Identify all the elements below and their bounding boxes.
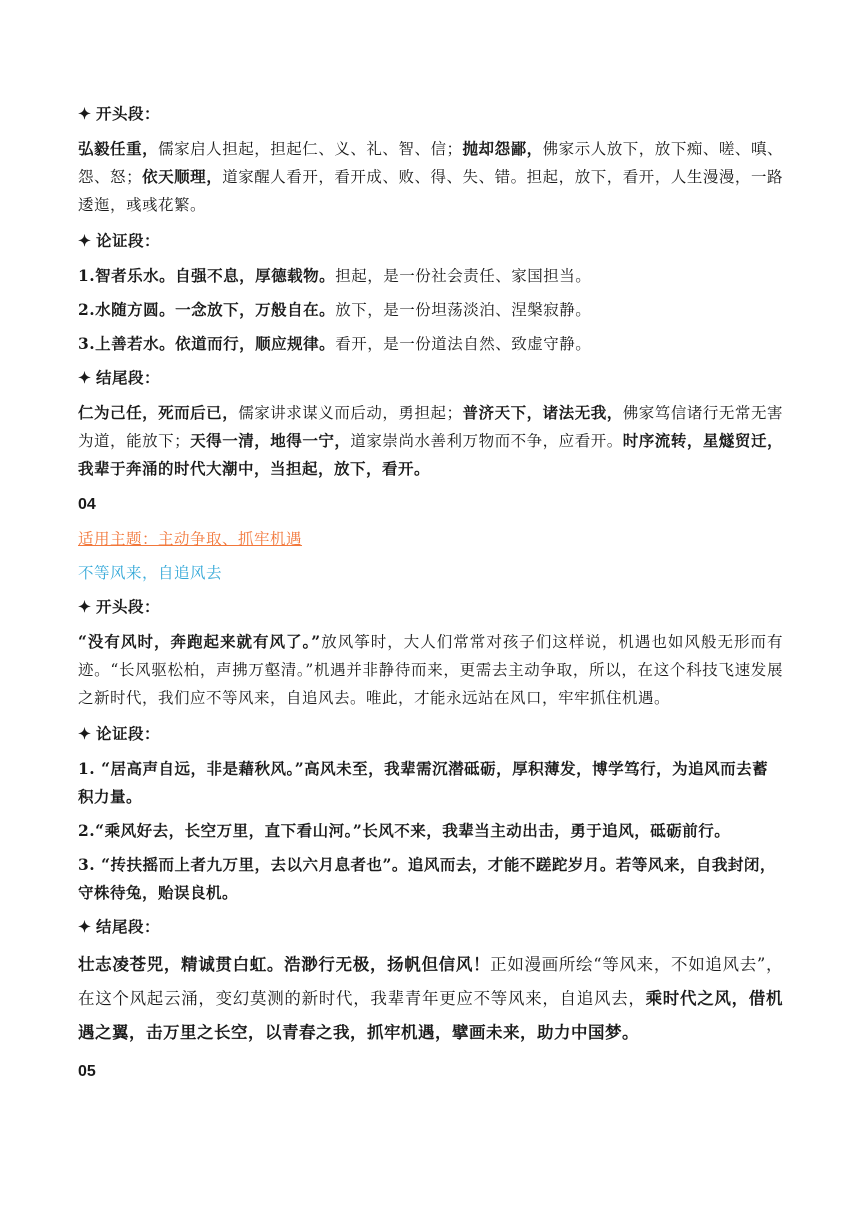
argument-item: 3. “抟扶摇而上者九万里，去以六月息者也”。追风而去，才能不蹉跎岁月。若等风来，自我封闭，守株待兔，贻误良机。 [78,855,776,902]
theme-link[interactable]: 适用主题：主动争取、抓牢机遇 [78,530,303,548]
closing-paragraph: 壮志凌苍兕，精诚贯白虹。浩渺行无极，扬帆但信风！正如漫画所绘“等风来，不如追风去”，在这个风起云涌，变幻莫测的新时代，我辈青年更应不等风来，自追风去，乘时代之风，借机遇之翼，击万里之长空，以青春之我，抓牢机遇，擘画未来，助力中国梦。 [78,955,784,1042]
sparkle-icon: ✦ [78,597,92,616]
section-subtitle: 不等风来，自追风去 [78,564,223,582]
argument-heading: ✦ 论证段： [78,227,783,255]
opening-paragraph: 弘毅任重，儒家启人担起，担起仁、义、礼、智、信；抛却怨鄙，佛家示人放下，放下痴、嗟、嗔、怨、怒；依天顺理，道家醒人看开，看开成、败、得、失、错。担起，放下，看开，人生漫漫，一路逶迤，彧彧花繁。 [78,139,783,214]
closing-heading: ✦ 结尾段： [78,913,783,941]
sparkle-icon: ✦ [78,231,92,250]
sparkle-icon: ✦ [78,917,92,936]
section-number: 04 [78,496,96,513]
sparkle-icon: ✦ [78,724,92,743]
argument-item: 1. “居高声自远，非是藉秋风。”高风未至，我辈需沉潜砥砺，厚积薄发，博学笃行，为追风而去蓄积力量。 [78,759,769,806]
argument-item: 3.上善若水。依道而行，顺应规律。看开，是一份道法自然、致虚守静。 [78,334,592,353]
sparkle-icon: ✦ [78,104,92,123]
argument-item: 2.水随方圆。一念放下，万般自在。放下，是一份坦荡淡泊、涅槃寂静。 [78,300,592,319]
argument-item: 1.智者乐水。自强不息，厚德载物。担起，是一份社会责任、家国担当。 [78,266,592,285]
argument-item: 2.“乘风好去，长空万里，直下看山河。”长风不来，我辈当主动出击，勇于追风，砥砺前行。 [78,821,731,840]
closing-heading: ✦ 结尾段： [78,364,783,392]
document-content [78,100,783,1092]
closing-paragraph: 仁为己任，死而后已，儒家讲求谋义而后动，勇担起；普济天下，诸法无我，佛家笃信诸行无常无害为道，能放下；天得一清，地得一宁，道家崇尚水善利万物而不争，应看开。时序流转，星燧贸迁，我辈于奔涌的时代大潮中，当担起，放下，看开。 [78,403,783,478]
opening-paragraph: “没有风时，奔跑起来就有风了。”放风筝时，大人们常常对孩子们这样说，机遇也如风般无形而有迹。“长风驱松柏，声拂万壑清。”机遇并非静待而来，更需去主动争取，所以，在这个科技飞速发展之新时代，我们应不等风来，自追风去。唯此，才能永远站在风口，牢牢抓住机遇。 [78,632,783,707]
argument-heading: ✦ 论证段： [78,720,783,748]
opening-heading: ✦ 开头段： [78,100,783,128]
sparkle-icon: ✦ [78,368,92,387]
section-number: 05 [78,1063,96,1080]
opening-heading: ✦ 开头段： [78,593,783,621]
